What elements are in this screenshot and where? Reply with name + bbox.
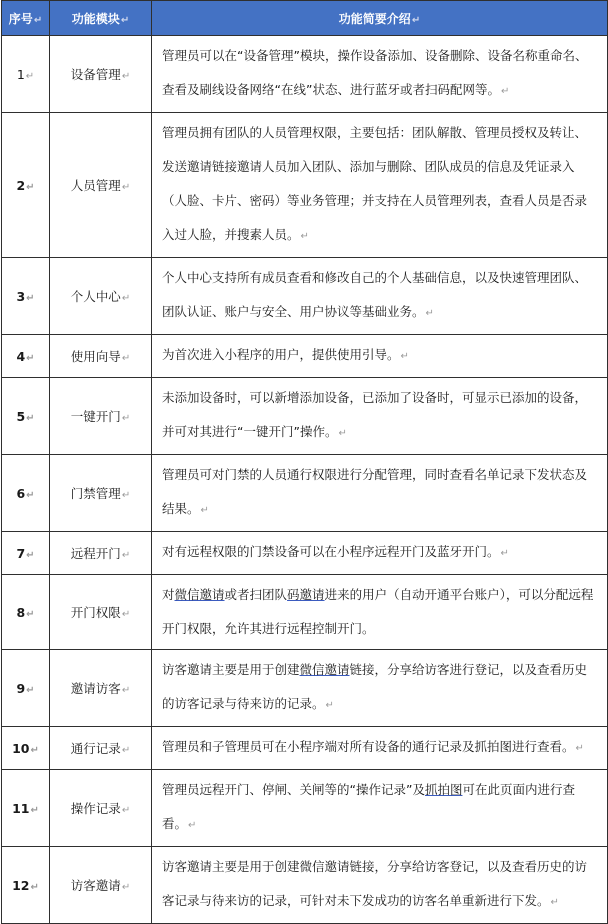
row-module: 使用向导↵ [50,335,152,378]
row-module: 一键开门↵ [50,378,152,455]
underlined-term: 微信邀请 [174,587,225,602]
table-row [2,847,608,924]
row-description: 访客邀请主要是用于创建微信邀请链接，分享给访客进行登记，以及查看历史的访客记录与待来访的记录。↵ [152,650,608,727]
paragraph-mark-icon: ↵ [425,308,434,319]
row-description: 访客邀请主要是用于创建微信邀请链接，分享给访客登记，以及查看历史的访客记录与待来访的记录，可针对未下发成功的访客名单重新进行下发。↵ [152,847,608,924]
row-index: 1↵ [2,36,50,113]
paragraph-mark-icon: ↵ [26,412,35,424]
row-description: 管理员可对门禁的人员通行权限进行分配管理，同时查看名单记录下发状态及结果。↵ [152,455,608,532]
row-module: 人员管理↵ [50,113,152,258]
paragraph-mark-icon: ↵ [121,805,131,816]
paragraph-mark-icon: ↵ [188,820,197,831]
paragraph-mark-icon: ↵ [26,684,35,696]
paragraph-mark-icon: ↵ [26,549,35,561]
row-index: 11↵ [2,770,50,847]
paragraph-mark-icon: ↵ [550,897,559,908]
row-description: 未添加设备时，可以新增添加设备，已添加了设备时，可显示已添加的设备，并可对其进行“一键开门”操作。↵ [152,378,608,455]
underlined-term: 码邀请 [287,587,325,602]
row-index: 4↵ [2,335,50,378]
paragraph-mark-icon: ↵ [121,413,131,424]
row-index: 9↵ [2,650,50,727]
row-index: 5↵ [2,378,50,455]
paragraph-mark-icon: ↵ [121,550,131,561]
paragraph-mark-icon: ↵ [121,745,131,756]
paragraph-mark-icon: ↵ [500,86,510,97]
paragraph-mark-icon: ↵ [121,609,131,620]
row-description: 管理员可以在“设备管理”模块，操作设备添加、设备删除、设备名称重命名、查看及刷线设备网络“在线”状态、进行蓝牙或者扫码配网等。↵ [152,36,608,113]
table-row [2,532,608,575]
row-index: 6↵ [2,455,50,532]
table-row [2,575,608,650]
row-index: 8↵ [2,575,50,650]
paragraph-mark-icon: ↵ [26,352,35,364]
table-row [2,770,608,847]
paragraph-mark-icon: ↵ [400,351,409,362]
paragraph-mark-icon: ↵ [121,293,131,304]
row-index: 3↵ [2,258,50,335]
row-description: 管理员远程开门、停闸、关闸等的“操作记录”及抓拍图可在此页面内进行查看。↵ [152,770,608,847]
paragraph-mark-icon: ↵ [300,231,309,242]
paragraph-mark-icon: ↵ [26,181,35,193]
paragraph-mark-icon: ↵ [121,182,131,193]
row-description: 管理员和子管理员可在小程序端对所有设备的通行记录及抓拍图进行查看。↵ [152,727,608,770]
underlined-term: 抓拍图 [424,782,463,797]
table-row [2,36,608,113]
paragraph-mark-icon: ↵ [325,700,334,711]
paragraph-mark-icon: ↵ [25,70,35,82]
row-module: 邀请访客↵ [50,650,152,727]
row-description: 为首次进入小程序的用户，提供使用引导。↵ [152,335,608,378]
table-row [2,378,608,455]
paragraph-mark-icon: ↵ [200,505,209,516]
header-module: 功能模块↵ [50,1,152,36]
row-module: 远程开门↵ [50,532,152,575]
paragraph-mark-icon: ↵ [121,71,131,82]
row-module: 设备管理↵ [50,36,152,113]
row-index: 12↵ [2,847,50,924]
paragraph-mark-icon: ↵ [26,489,35,501]
row-index: 7↵ [2,532,50,575]
row-module: 个人中心↵ [50,258,152,335]
row-description: 管理员拥有团队的人员管理权限，主要包括：团队解散、管理员授权及转让、发送邀请链接邀请人员加入团队、添加与删除、团队成员的信息及凭证录入（人脸、卡片、密码）等业务管理；并支持在人员管理列表，查看人员是否录入过人脸，并搜素人员。↵ [152,113,608,258]
paragraph-mark-icon: ↵ [500,548,509,559]
row-module: 操作记录↵ [50,770,152,847]
header-index: 序号↵ [2,1,50,36]
paragraph-mark-icon: ↵ [33,14,43,26]
table-row [2,727,608,770]
row-module: 访客邀请↵ [50,847,152,924]
row-description: 对微信邀请或者扫团队码邀请进来的用户（自动开通平台账户），可以分配远程开门权限，允许其进行远程控制开门。 [152,575,608,650]
row-index: 2↵ [2,113,50,258]
table-row [2,113,608,258]
table-row [2,258,608,335]
paragraph-mark-icon: ↵ [121,353,131,364]
paragraph-mark-icon: ↵ [30,881,39,893]
table-row [2,650,608,727]
underlined-term: 微信邀请 [299,662,350,677]
paragraph-mark-icon: ↵ [120,14,130,26]
paragraph-mark-icon: ↵ [575,743,584,754]
row-module: 门禁管理↵ [50,455,152,532]
table-header-row [2,1,608,36]
row-index: 10↵ [2,727,50,770]
feature-table [1,0,608,924]
row-module: 开门权限↵ [50,575,152,650]
row-description: 对有远程权限的门禁设备可以在小程序远程开门及蓝牙开门。↵ [152,532,608,575]
header-description: 功能简要介绍↵ [152,1,608,36]
row-description: 个人中心支持所有成员查看和修改自己的个人基础信息，以及快速管理团队、团队认证、账户与安全、用户协议等基础业务。↵ [152,258,608,335]
paragraph-mark-icon: ↵ [30,744,39,756]
paragraph-mark-icon: ↵ [121,685,131,696]
paragraph-mark-icon: ↵ [26,292,35,304]
paragraph-mark-icon: ↵ [121,882,131,893]
paragraph-mark-icon: ↵ [411,14,421,26]
paragraph-mark-icon: ↵ [121,490,131,501]
paragraph-mark-icon: ↵ [26,608,35,620]
paragraph-mark-icon: ↵ [30,804,39,816]
row-module: 通行记录↵ [50,727,152,770]
table-row [2,335,608,378]
table-row [2,455,608,532]
paragraph-mark-icon: ↵ [338,428,347,439]
